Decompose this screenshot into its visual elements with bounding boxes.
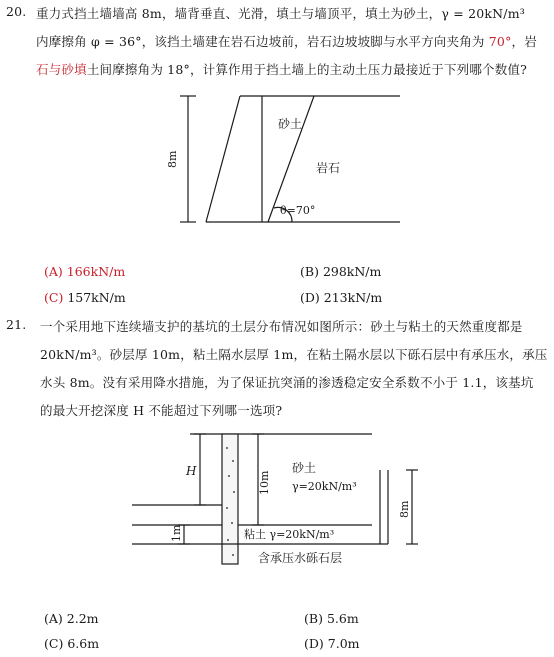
q20-number: 20. [6,4,27,19]
q21-clay-label: 粘土 γ=20kN/m³ [244,528,335,541]
q21-option-d-letter: (D) [304,636,324,651]
q20-wall-face [206,96,240,222]
q20-option-a-value: 166kN/m [66,264,126,279]
q20-line-3-highlight: 石与砂填 [36,62,87,77]
q21-sand-label: 砂土 [292,461,317,475]
q21-1m-label: 1m [170,524,183,542]
q21-option-b [304,611,359,626]
q20-option-b-value: 298kN/m [322,264,382,279]
q21-gravel-label: 含承压水砾石层 [258,551,343,565]
q21-option-c-value: 6.6m [67,636,100,651]
q21-wall-speckles [226,447,235,556]
q21-line-4: 的最大开挖深度 H 不能超过下列哪一选项? [40,403,283,418]
q20-angle-label: θ=70° [280,204,316,217]
q20-option-d-letter: (D) [300,290,320,305]
q20-option-d [300,290,382,305]
q21-option-c [44,636,99,651]
q21-option-a-value: 2.2m [66,611,99,626]
q21-h-label: H [186,464,197,478]
q21-option-a-letter: (A) [44,611,63,626]
q20-option-a [44,264,125,279]
q20-line-1: 重力式挡土墙墙高 8m，墙背垂直、光滑，填土与墙顶平，填土为砂土，γ = 20kN/m³ [36,6,525,21]
q20-rock-label: 岩石 [316,161,341,175]
q20-option-a-letter: (A) [44,264,63,279]
q21-option-d-value: 7.0m [327,636,360,651]
q21-diaphragm-wall [222,434,238,564]
q21-piezometer [380,470,388,544]
q21-option-b-value: 5.6m [326,611,359,626]
q20-height-label: 8m [166,150,179,168]
q21-option-d [304,636,360,651]
q20-option-c [44,290,126,305]
q20-option-c-value: 157kN/m [67,290,126,305]
q20-line-2 [36,32,537,50]
q21-line-3: 水头 8m。没有采用降水措施，为了保证抗突涌的渗透稳定安全系数不小于 1.1，该基坑 [40,375,534,390]
q21-option-a [44,611,99,626]
q20-line-3-b: 土间摩擦角为 18°，计算作用于挡土墙上的主动土压力最接近于下列哪个数值? [86,62,528,77]
q20-sand-label: 砂土 [278,117,303,131]
q20-line-2-a: 内摩擦角 φ = 36°，该挡土墙建在岩石边坡前，岩石边坡坡脚与水平方向夹角为 [36,34,489,49]
q21-line-1: 一个采用地下连续墙支护的基坑的土层分布情况如图所示：砂土与粘土的天然重度都是 [40,319,523,334]
q20-angle-arc [274,207,292,222]
q21-sand-gamma: γ=20kN/m³ [292,480,357,493]
q21-10m-label: 10m [258,470,271,495]
q20-option-b-letter: (B) [300,264,319,279]
q21-8m-label: 8m [398,500,411,518]
q20-option-d-value: 213kN/m [323,290,383,305]
q21-number: 21. [6,317,27,332]
q20-option-c-letter: (C) [44,290,64,305]
q20-line-2-c: ，岩 [511,34,537,49]
q21-option-b-letter: (B) [304,611,323,626]
q21-option-c-letter: (C) [44,636,64,651]
q20-line-3 [36,60,527,78]
q21-line-2: 20kN/m³。砂层厚 10m，粘土隔水层厚 1m，在粘土隔水层以下砾石层中有承压水，承压 [40,347,548,362]
q20-angle-highlight: 70° [488,34,512,49]
q20-rock-slope [268,96,314,222]
q20-option-b [300,264,381,279]
